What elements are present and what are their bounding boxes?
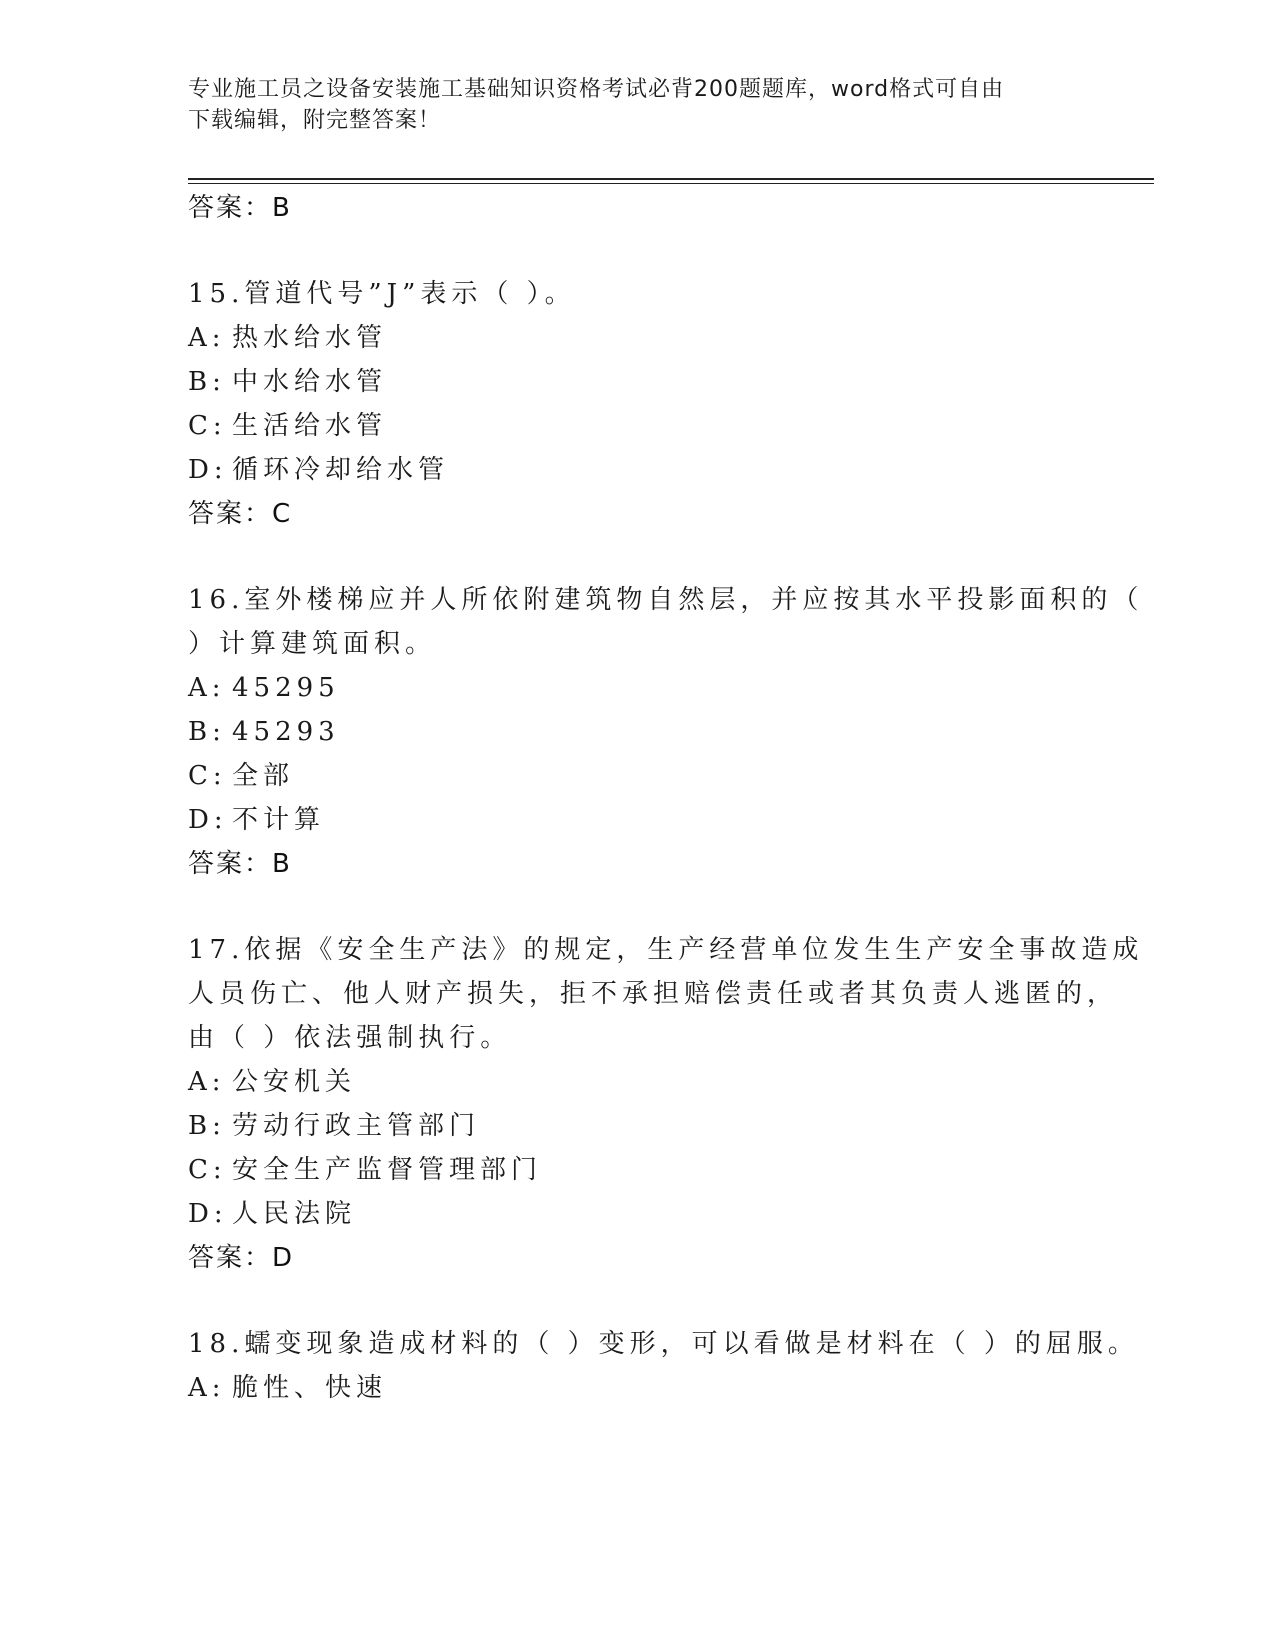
question-stem-line: 18.蠕变现象造成材料的（ ）变形，可以看做是材料在（ ）的屈服。 bbox=[188, 1329, 1139, 1359]
option-key: A: bbox=[188, 323, 226, 353]
question-stem-line: 人员伤亡、他人财产损失，拒不承担赔偿责任或者其负责人逃匿的， bbox=[188, 979, 1119, 1009]
option-text: 公安机关 bbox=[232, 1067, 357, 1097]
option-text: 安全生产监督管理部门 bbox=[232, 1155, 543, 1185]
option-c bbox=[188, 409, 387, 443]
option-a bbox=[188, 321, 387, 355]
option-key: C: bbox=[188, 1155, 227, 1185]
option-key: C: bbox=[188, 411, 227, 441]
option-b bbox=[188, 365, 387, 399]
option-key: D: bbox=[188, 1199, 228, 1229]
prev-answer: 答案：B bbox=[188, 193, 292, 223]
option-d bbox=[188, 803, 325, 837]
answer-line: 答案：C bbox=[188, 499, 293, 529]
option-key: B: bbox=[188, 1111, 226, 1141]
option-text: 劳动行政主管部门 bbox=[232, 1111, 481, 1141]
question-stem-line: 由（ ）依法强制执行。 bbox=[188, 1023, 512, 1053]
option-text: 中水给水管 bbox=[232, 367, 388, 397]
option-key: C: bbox=[188, 761, 227, 791]
option-text: 全部 bbox=[232, 761, 295, 791]
option-c bbox=[188, 1153, 542, 1187]
question-stem-line: ）计算建筑面积。 bbox=[188, 629, 437, 659]
option-key: D: bbox=[188, 805, 228, 835]
header-divider-thick bbox=[188, 178, 1154, 180]
option-text: 人民法院 bbox=[232, 1199, 357, 1229]
option-a bbox=[188, 1371, 387, 1405]
option-text: 脆性、快速 bbox=[232, 1373, 388, 1403]
question-stem-line: 15.管道代号”J”表示（ ）。 bbox=[188, 279, 576, 309]
option-d bbox=[188, 453, 449, 487]
option-b bbox=[188, 715, 340, 749]
document-header bbox=[188, 74, 1088, 136]
option-key: B: bbox=[188, 367, 226, 397]
option-key: A: bbox=[188, 1373, 226, 1403]
option-text: 循环冷却给水管 bbox=[232, 455, 450, 485]
option-text: 不计算 bbox=[232, 805, 326, 835]
header-line-1: 专业施工员之设备安装施工基础知识资格考试必背200题题库，word格式可自由 bbox=[188, 77, 1005, 102]
option-b bbox=[188, 1109, 480, 1143]
option-d bbox=[188, 1197, 356, 1231]
option-key: A: bbox=[188, 673, 226, 703]
header-line-2: 下载编辑，附完整答案！ bbox=[188, 108, 442, 133]
option-text: 45295 bbox=[232, 673, 340, 703]
question-stem-line: 17.依据《安全生产法》的规定，生产经营单位发生生产安全事故造成 bbox=[188, 935, 1144, 965]
option-c bbox=[188, 759, 294, 793]
question-stem-line: 16.室外楼梯应并人所依附建筑物自然层，并应按其水平投影面积的（ bbox=[188, 585, 1144, 615]
option-key: B: bbox=[188, 717, 226, 747]
option-text: 生活给水管 bbox=[232, 411, 388, 441]
option-key: A: bbox=[188, 1067, 226, 1097]
option-a bbox=[188, 1065, 356, 1099]
option-text: 45293 bbox=[232, 717, 340, 747]
option-text: 热水给水管 bbox=[232, 323, 388, 353]
answer-line: 答案：D bbox=[188, 1243, 295, 1273]
answer-line: 答案：B bbox=[188, 849, 292, 879]
option-key: D: bbox=[188, 455, 228, 485]
option-a bbox=[188, 671, 340, 705]
header-divider-thin bbox=[188, 183, 1154, 184]
